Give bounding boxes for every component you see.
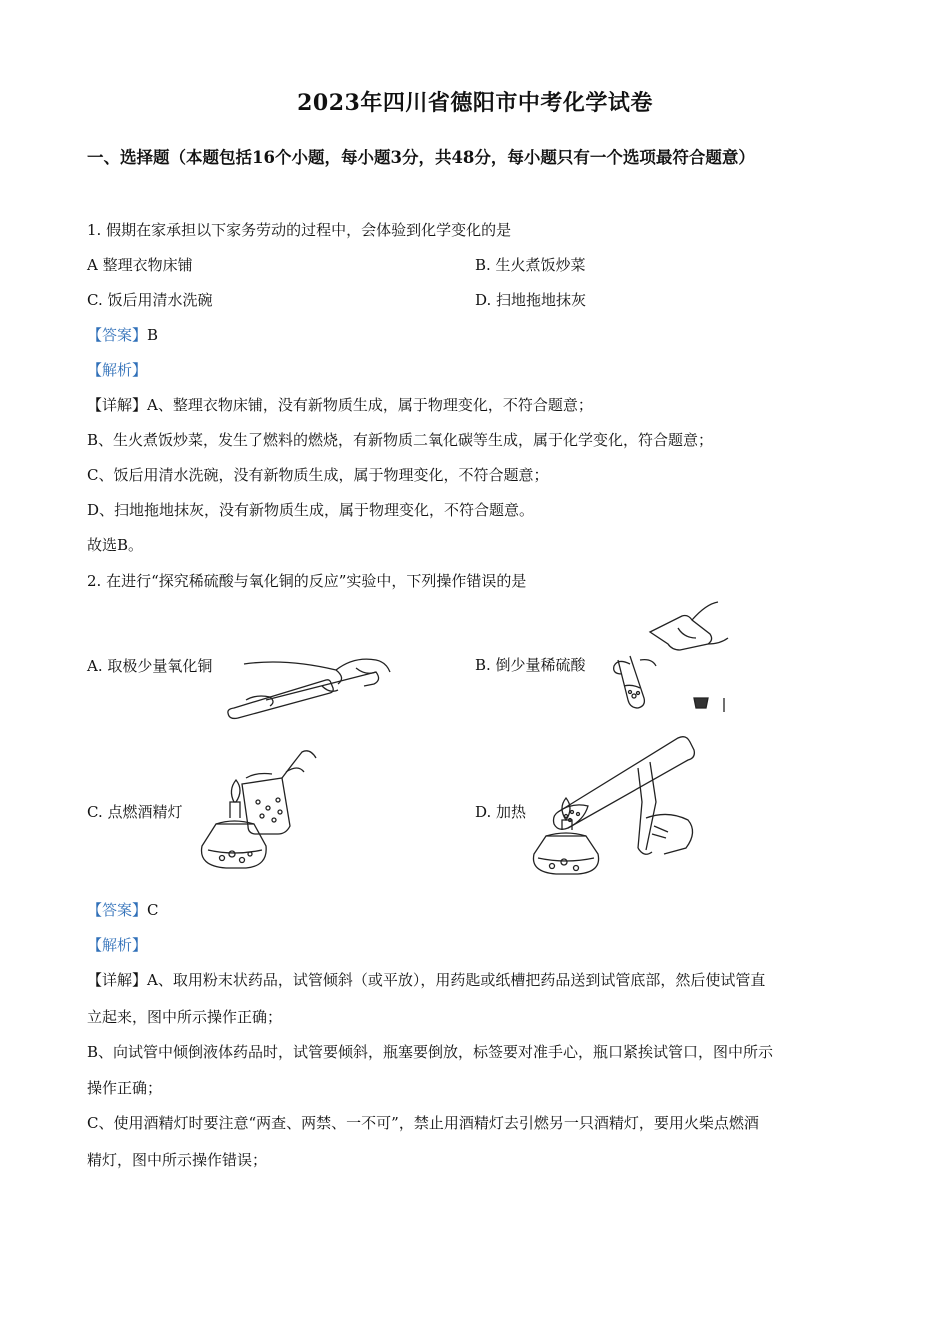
figure-c-lamp-lighting: [186, 742, 321, 874]
question-1-conclusion: 故选B。: [87, 536, 144, 554]
section-heading: 一、选择题（本题包括16个小题，每小题3分，共48分，每小题只有一个选项最符合题意）: [87, 148, 755, 167]
question-2-analysis: [87, 935, 147, 955]
question-1-stem: 1. 假期在家承担以下家务劳动的过程中，会体验到化学变化的是: [87, 221, 512, 239]
answer-value: C: [147, 901, 159, 919]
question-2-option-a: A. 取极少量氧化铜: [87, 657, 213, 675]
question-2-option-b: B. 倒少量稀硫酸: [475, 656, 586, 674]
question-1-option-b: B. 生火煮饭炒菜: [475, 256, 586, 274]
figure-a-spatula-test-tube: [226, 650, 396, 720]
answer-tag: 【答案】: [87, 901, 148, 919]
detail-text: A、取用粉末状药品，试管倾斜（或平放），用药匙或纸槽把药品送到试管底部，然后使试管直: [147, 971, 766, 989]
question-1-option-a: A 整理衣物床铺: [87, 256, 193, 274]
figure-d-heating: [528, 728, 718, 878]
question-2-option-d: D. 加热: [475, 803, 527, 821]
question-2-detail-line: [87, 970, 765, 990]
question-1-detail-line: D、扫地拖地抹灰，没有新物质生成，属于物理变化，不符合题意。: [87, 501, 535, 519]
question-2-detail-line: 精灯，图中所示操作错误；: [87, 1151, 268, 1169]
detail-tag: 【详解】: [87, 396, 148, 414]
question-1-detail-line: C、饭后用清水洗碗，没有新物质生成，属于物理变化，不符合题意；: [87, 466, 549, 484]
figure-b-pouring-acid: [610, 598, 735, 716]
question-1-analysis: [87, 360, 147, 380]
question-2-stem: 2. 在进行“探究稀硫酸与氧化铜的反应”实验中，下列操作错误的是: [87, 572, 527, 590]
question-2-detail-line: 立起来，图中所示操作正确；: [87, 1008, 283, 1026]
question-2-detail-line: 操作正确；: [87, 1079, 163, 1097]
question-1-option-d: D. 扫地拖地抹灰: [475, 291, 587, 309]
question-1-detail-line: [87, 395, 593, 415]
question-2-detail-line: C、使用酒精灯时要注意“两查、两禁、一不可”，禁止用酒精灯去引燃另一只酒精灯，要用火柴点燃酒: [87, 1114, 759, 1132]
question-1-detail-line: B、生火煮饭炒菜，发生了燃料的燃烧，有新物质二氧化碳等生成，属于化学变化，符合题意；: [87, 431, 714, 449]
question-2-detail-line: B、向试管中倾倒液体药品时，试管要倾斜，瓶塞要倒放，标签要对准手心，瓶口紧挨试管口，图中所示: [87, 1043, 774, 1061]
page-title: 2023年四川省德阳市中考化学试卷: [297, 90, 653, 116]
analysis-tag: 【解析】: [87, 936, 148, 954]
answer-tag: 【答案】: [87, 326, 148, 344]
analysis-tag: 【解析】: [87, 361, 148, 379]
question-1-answer: [87, 325, 158, 345]
answer-value: B: [147, 326, 159, 344]
detail-text: A、整理衣物床铺，没有新物质生成，属于物理变化，不符合题意；: [147, 396, 593, 414]
question-2-answer: [87, 900, 159, 920]
question-2-option-c: C. 点燃酒精灯: [87, 803, 183, 821]
question-1-option-c: C. 饭后用清水洗碗: [87, 291, 213, 309]
detail-tag: 【详解】: [87, 971, 148, 989]
